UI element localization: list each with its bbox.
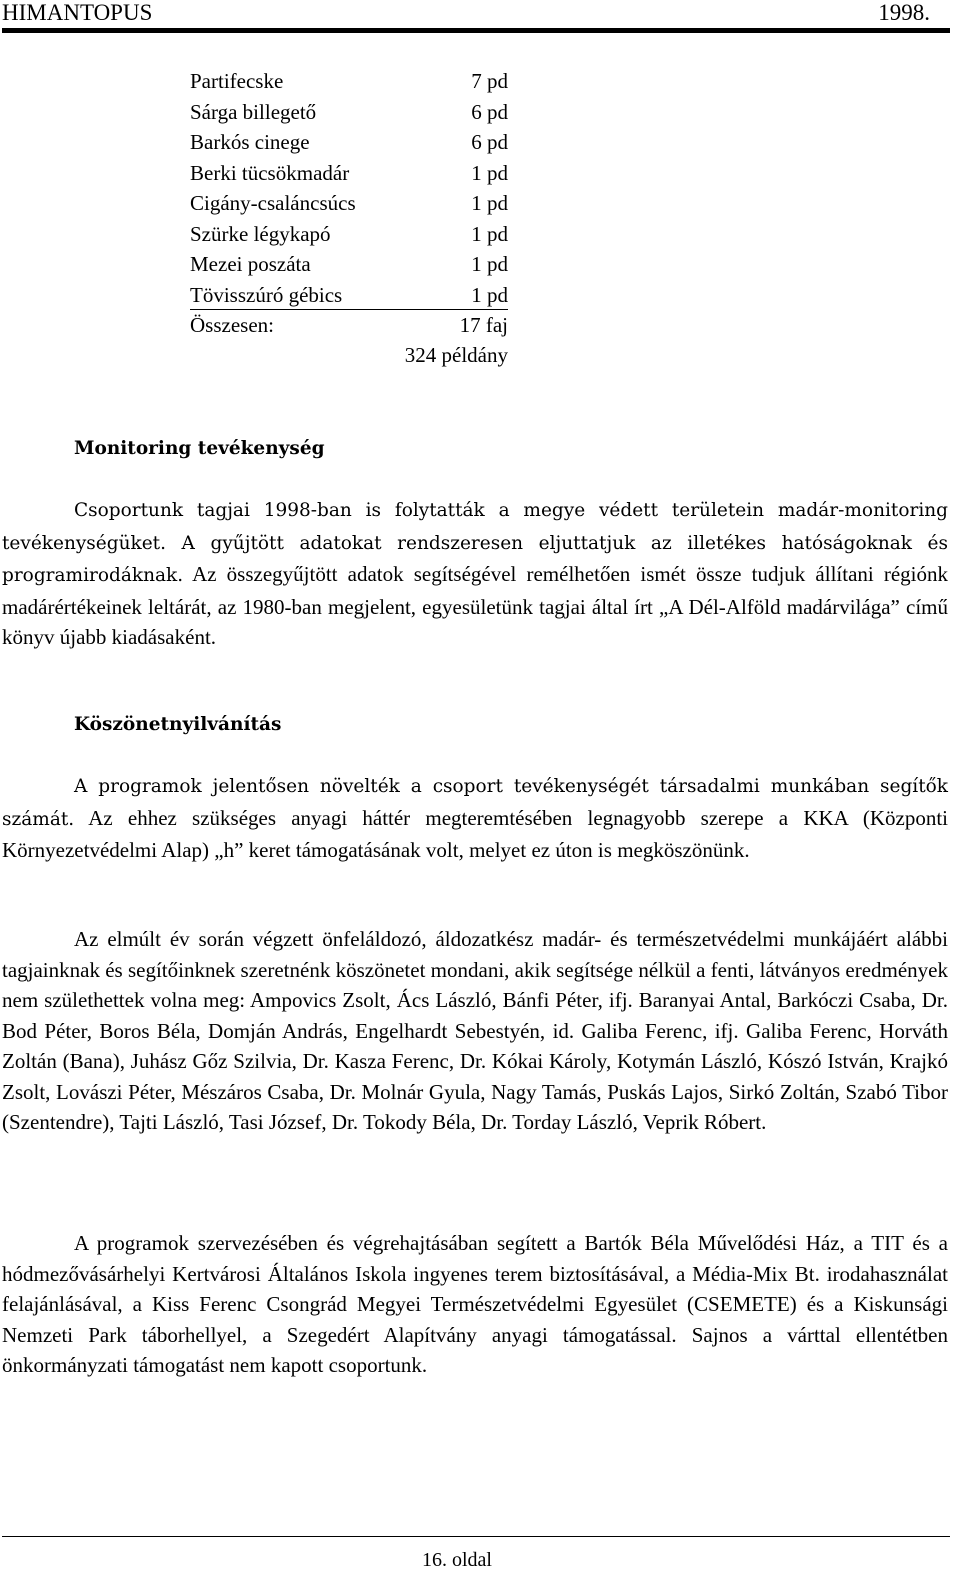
species-name: Partifecske (190, 69, 284, 93)
species-name: Sárga billegető (190, 99, 317, 124)
species-name: Berki tücsökmadár (190, 160, 350, 185)
species-list (190, 66, 508, 371)
species-name: Mezei poszáta (190, 252, 311, 276)
species-name: Barkós cinege (190, 130, 310, 154)
species-row (190, 66, 508, 97)
thanks-paragraph-3: A programok szervezésében és végrehajtásában segített a Bartók Béla Művelődési Ház, a TIT és a hódmezővásárhelyi Kertvárosi Általános Iskola ingyenes terem biztosításával, a Média-Mix Bt. irodahasználat felajánlásával, a Kiss Ferenc Csongrád Megyei Természetvédelmi Egyesület (CSEMETE) és a Kiskunsági Nemzeti Park táborhellyel, a Szegedért Alapítvány anyagi támogatással. Sajnos a várttal ellentétben önkormányzati támogatást nem kapott csoportunk. (2, 1231, 948, 1377)
species-count: 7 pd (471, 69, 508, 93)
thanks-paragraph-1 (2, 770, 948, 866)
species-row (190, 219, 508, 250)
species-row (190, 249, 508, 280)
thanks-text-b: Az ehhez szükséges anyagi háttér megteremtésében legnagyobb szerepe a KKA (Központi Környezetvédelmi Alap) „h” keret támogatásának volt, melyet ez úton is megköszönünk. (2, 805, 948, 862)
species-row (190, 188, 508, 219)
thanks-paragraph-2: Az elmúlt év során végzett önfeláldozó, áldozatkész madár- és természetvédelmi munkájáért alábbi tagjainknak és segítőinknek szeretnénk köszönetet mondani, akik segítsége nélkül a fenti, látványos eredmények nem születhettek volna meg: Ampovics Zsolt, Ács László, Bánfi Péter, ifj. Baranyai Antal, Barkóczi Csaba, Dr. Bod Péter, Boros Béla, Domján András, Engelhardt Sebestyén, id. Galiba Ferenc, ifj. Galiba Ferenc, Horváth Zoltán (Bana), Juhász Gőz Szilvia, Dr. Kasza Ferenc, Dr. Kókai Károly, Kotymán László, Kószó István, Krajkó Zsolt, Lovászi Péter, Mészáros Csaba, Dr. Molnár Gyula, Nagy Tamás, Puskás Lajos, Sirkó Zoltán, Szabó Tibor (Szentendre), Tajti László, Tasi József, Dr. Tokody Béla, Dr. Torday László, Veprik Róbert. (2, 927, 948, 1134)
journal-title: HIMANTOPUS (2, 0, 153, 25)
species-name: Cigány-csaláncsúcs (190, 191, 356, 215)
species-count: 1 pd (471, 221, 508, 246)
species-count: 6 pd (471, 130, 508, 154)
monitoring-text-a: Csoportunk tagjai 1998-ban is folytatták a megye védett területein madár-monitoring tevékenységüket. A gyűjtött adatokat rendszeresen eljuttatjuk az illetékes hatóságoknak és programirodáknak. (2, 500, 948, 586)
monitoring-paragraph (2, 494, 948, 653)
page-footer (2, 1536, 950, 1571)
species-count: 1 pd (471, 160, 508, 185)
journal-year: 1998. (878, 0, 930, 25)
species-name: Szürke légykapó (190, 221, 331, 246)
species-count: 6 pd (471, 99, 508, 124)
total-row (190, 310, 508, 341)
species-count: 1 pd (471, 252, 508, 276)
species-row (190, 127, 508, 158)
species-row (190, 97, 508, 128)
monitoring-text-c: „A Dél-Alföld madárvilága” című könyv újabb kiadásaként. (2, 594, 948, 649)
monitoring-heading: Monitoring tevékenység (74, 438, 325, 459)
monitoring-text-b: Az összegyűjtött adatok segítségével remélhetően ismét össze tudjuk állítani régiónk madárértékeinek leltárát, az 1980-ban megjelent, egyesületünk tagjai által írt (2, 562, 948, 619)
total-label: Összesen: (190, 312, 274, 337)
thanks-heading: Köszönetnyilvánítás (74, 714, 282, 735)
species-count: 1 pd (471, 282, 508, 307)
species-count: 1 pd (471, 191, 508, 215)
species-row (190, 280, 508, 310)
total-species: 17 faj (459, 312, 508, 337)
thanks-text-a: A programok jelentősen növelték a csoport tevékenységét társadalmi munkában segítők számát. (2, 776, 948, 830)
species-name: Tövisszúró gébics (190, 282, 343, 307)
running-header (2, 0, 950, 33)
page-number: 16. oldal (422, 1549, 492, 1571)
species-row (190, 158, 508, 189)
total-individuals: 324 példány (404, 343, 508, 367)
